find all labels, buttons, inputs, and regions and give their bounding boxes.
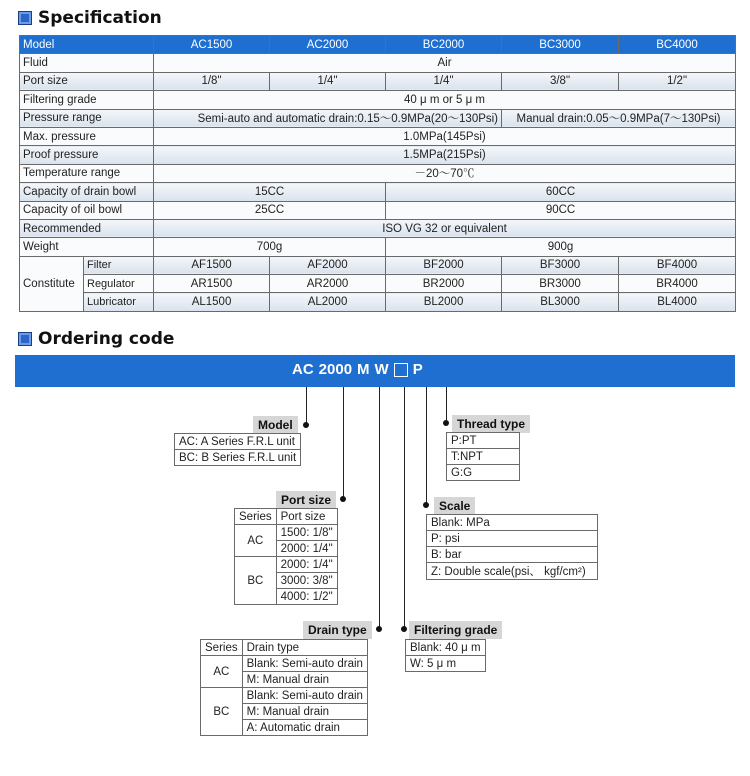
row-value: Air bbox=[154, 54, 736, 72]
table-row bbox=[20, 91, 736, 109]
header-ac2000: AC2000 bbox=[270, 36, 386, 54]
port-size-option: 3000: 3/8" bbox=[276, 573, 337, 589]
cell-value: BR3000 bbox=[502, 275, 619, 293]
code-scale-placeholder-icon bbox=[394, 363, 408, 377]
cell-value: 1/4" bbox=[270, 72, 386, 90]
code-port-size: 2000 bbox=[318, 361, 353, 378]
table-row bbox=[20, 293, 736, 311]
code-series: AC bbox=[292, 361, 314, 378]
cell-value: BR2000 bbox=[386, 275, 502, 293]
table-header-row bbox=[20, 36, 736, 54]
drain-type-series-ac: AC bbox=[201, 656, 243, 688]
connector-port-size bbox=[343, 387, 344, 499]
table-row bbox=[20, 164, 736, 182]
cell-value: BL3000 bbox=[502, 293, 619, 311]
port-size-table bbox=[234, 508, 338, 605]
row-value: 1.5MPa(215Psi) bbox=[154, 146, 736, 164]
model-option: AC: A Series F.R.L unit bbox=[175, 434, 301, 450]
header-bc4000: BC4000 bbox=[619, 36, 736, 54]
row-label: Proof pressure bbox=[20, 146, 154, 164]
port-size-head-series: Series bbox=[235, 509, 277, 525]
row-label: Capacity of drain bowl bbox=[20, 183, 154, 201]
row-value: 15CC bbox=[154, 183, 386, 201]
row-value: Manual drain:0.05～0.9MPa(7～130Psi) bbox=[502, 109, 736, 127]
drain-type-option: A: Automatic drain bbox=[242, 720, 367, 736]
square-bullet-icon bbox=[18, 332, 32, 346]
cell-value: 1/4" bbox=[386, 72, 502, 90]
code-thread: P bbox=[412, 361, 423, 378]
drain-type-option: Blank: Semi-auto drain bbox=[242, 688, 367, 704]
cell-value: AL2000 bbox=[270, 293, 386, 311]
drain-type-label: Drain type bbox=[303, 621, 372, 639]
row-value: 1.0MPa(145Psi) bbox=[154, 127, 736, 145]
drain-type-option: M: Manual drain bbox=[242, 704, 367, 720]
scale-option: P: psi bbox=[427, 531, 598, 547]
row-label: Recommended bbox=[20, 219, 154, 237]
scale-option: Z: Double scale(psi、 kgf/cm²) bbox=[427, 563, 598, 580]
port-size-head-size: Port size bbox=[276, 509, 337, 525]
cell-value: AR1500 bbox=[154, 275, 270, 293]
drain-type-series-bc: BC bbox=[201, 688, 243, 736]
drain-type-table bbox=[200, 639, 368, 736]
ordering-code-heading bbox=[18, 329, 174, 349]
row-value: 60CC bbox=[386, 183, 736, 201]
specification-table bbox=[19, 35, 736, 312]
cell-value: AR2000 bbox=[270, 275, 386, 293]
header-bc2000: BC2000 bbox=[386, 36, 502, 54]
scale-table bbox=[426, 514, 598, 580]
thread-type-table bbox=[446, 432, 520, 481]
cell-value: BL4000 bbox=[619, 293, 736, 311]
row-label: Constitute bbox=[20, 256, 84, 311]
row-label: Filtering grade bbox=[20, 91, 154, 109]
filtering-grade-option: Blank: 40 μ m bbox=[406, 640, 486, 656]
row-label: Fluid bbox=[20, 54, 154, 72]
square-bullet-icon bbox=[18, 11, 32, 25]
drain-type-option: M: Manual drain bbox=[242, 672, 367, 688]
cell-value: BR4000 bbox=[619, 275, 736, 293]
port-size-option: 2000: 1/4" bbox=[276, 557, 337, 573]
cell-value: 1/8" bbox=[154, 72, 270, 90]
ordering-code-title: Ordering code bbox=[38, 329, 175, 349]
ordering-code-string bbox=[292, 361, 423, 378]
scale-option: B: bar bbox=[427, 547, 598, 563]
filter-dot bbox=[401, 626, 407, 632]
drain-dot bbox=[376, 626, 382, 632]
sub-label: Filter bbox=[84, 256, 154, 274]
table-row bbox=[20, 109, 736, 127]
cell-value: BF4000 bbox=[619, 256, 736, 274]
filtering-grade-label: Filtering grade bbox=[409, 621, 502, 639]
model-dot bbox=[303, 422, 309, 428]
model-label: Model bbox=[253, 416, 298, 434]
thread-type-option: T:NPT bbox=[447, 449, 520, 465]
table-row bbox=[20, 201, 736, 219]
row-label: Max. pressure bbox=[20, 127, 154, 145]
header-bc3000: BC3000 bbox=[502, 36, 619, 54]
port-size-dot bbox=[340, 496, 346, 502]
connector-drain bbox=[379, 387, 380, 629]
sub-label: Lubricator bbox=[84, 293, 154, 311]
header-model: Model bbox=[20, 36, 154, 54]
table-row bbox=[20, 238, 736, 256]
connector-model bbox=[306, 387, 307, 425]
scale-label: Scale bbox=[434, 497, 475, 515]
row-value: 90CC bbox=[386, 201, 736, 219]
port-size-option: 4000: 1/2" bbox=[276, 589, 337, 605]
port-size-series-ac: AC bbox=[235, 525, 277, 557]
cell-value: BL2000 bbox=[386, 293, 502, 311]
row-label: Pressure range bbox=[20, 109, 154, 127]
cell-value: AL1500 bbox=[154, 293, 270, 311]
row-value: －20～70℃ bbox=[154, 164, 736, 182]
row-value: 40 μ m or 5 μ m bbox=[154, 91, 736, 109]
connector-thread bbox=[446, 387, 447, 423]
cell-value: BF2000 bbox=[386, 256, 502, 274]
thread-type-label: Thread type bbox=[452, 415, 530, 433]
cell-value: AF1500 bbox=[154, 256, 270, 274]
row-value: Semi-auto and automatic drain:0.15～0.9MPa(20～130Psi) bbox=[154, 109, 502, 127]
row-label: Port size bbox=[20, 72, 154, 90]
scale-option: Blank: MPa bbox=[427, 515, 598, 531]
row-value: ISO VG 32 or equivalent bbox=[154, 219, 736, 237]
row-label: Temperature range bbox=[20, 164, 154, 182]
table-row bbox=[20, 54, 736, 72]
drain-type-head-series: Series bbox=[201, 640, 243, 656]
code-filter: W bbox=[374, 361, 389, 378]
port-size-option: 2000: 1/4" bbox=[276, 541, 337, 557]
code-drain: M bbox=[357, 361, 370, 378]
row-value: 900g bbox=[386, 238, 736, 256]
connector-filter bbox=[404, 387, 405, 629]
header-ac1500: AC1500 bbox=[154, 36, 270, 54]
port-size-series-bc: BC bbox=[235, 557, 277, 605]
table-row bbox=[20, 275, 736, 293]
port-size-label: Port size bbox=[276, 491, 336, 509]
drain-type-head-type: Drain type bbox=[242, 640, 367, 656]
cell-value: BF3000 bbox=[502, 256, 619, 274]
thread-type-option: G:G bbox=[447, 465, 520, 481]
model-table bbox=[174, 433, 301, 466]
cell-value: 3/8" bbox=[502, 72, 619, 90]
table-row bbox=[20, 146, 736, 164]
table-row bbox=[20, 183, 736, 201]
thread-type-option: P:PT bbox=[447, 433, 520, 449]
table-row bbox=[20, 256, 736, 274]
table-row bbox=[20, 219, 736, 237]
row-label: Weight bbox=[20, 238, 154, 256]
row-value: 25CC bbox=[154, 201, 386, 219]
drain-type-option: Blank: Semi-auto drain bbox=[242, 656, 367, 672]
thread-dot bbox=[443, 420, 449, 426]
cell-value: AF2000 bbox=[270, 256, 386, 274]
filtering-grade-option: W: 5 μ m bbox=[406, 656, 486, 672]
sub-label: Regulator bbox=[84, 275, 154, 293]
model-option: BC: B Series F.R.L unit bbox=[175, 450, 301, 466]
port-size-option: 1500: 1/8" bbox=[276, 525, 337, 541]
table-row bbox=[20, 72, 736, 90]
specification-title: Specification bbox=[38, 8, 162, 28]
row-label: Capacity of oil bowl bbox=[20, 201, 154, 219]
cell-value: 1/2" bbox=[619, 72, 736, 90]
specification-heading bbox=[18, 8, 162, 28]
filtering-grade-table bbox=[405, 639, 486, 672]
connector-scale bbox=[426, 387, 427, 505]
row-value: 700g bbox=[154, 238, 386, 256]
table-row bbox=[20, 127, 736, 145]
scale-dot bbox=[423, 502, 429, 508]
